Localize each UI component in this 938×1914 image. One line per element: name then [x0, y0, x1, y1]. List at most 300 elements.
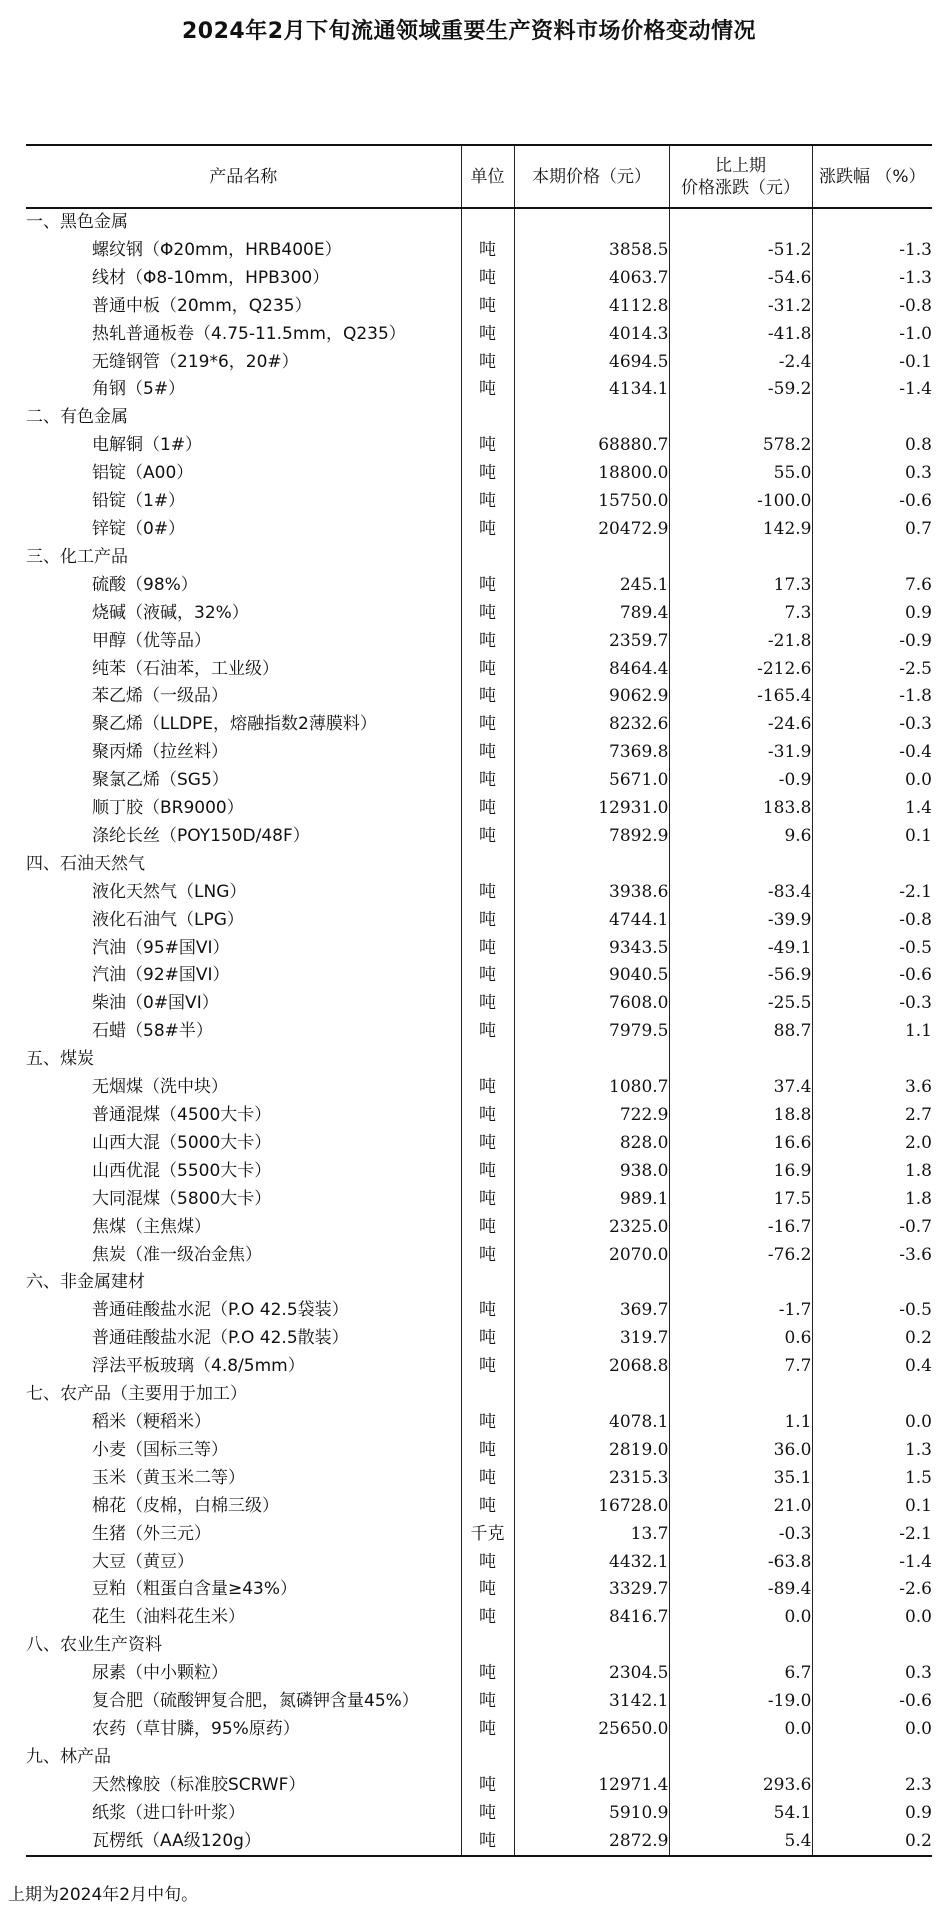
- product-name-cell: 复合肥（硫酸钾复合肥，氮磷钾含量45%）: [92, 1691, 419, 1712]
- pct-cell: -0.3: [812, 711, 932, 739]
- unit-cell: 吨: [461, 879, 514, 907]
- price-cell: 16728.0: [514, 1493, 669, 1521]
- unit-cell: 吨: [461, 795, 514, 823]
- pct-cell: 0.4: [812, 1353, 932, 1381]
- unit-cell: [461, 404, 514, 432]
- change-cell: -51.2: [669, 237, 812, 265]
- price-cell: 2819.0: [514, 1437, 669, 1465]
- unit-cell: 吨: [461, 1660, 514, 1688]
- price-cell: 20472.9: [514, 516, 669, 544]
- product-name-cell: 无烟煤（洗中块）: [92, 1077, 228, 1098]
- category-row: [26, 1632, 932, 1660]
- pct-cell: -0.4: [812, 739, 932, 767]
- price-cell: 722.9: [514, 1102, 669, 1130]
- table-row: [26, 1353, 932, 1381]
- price-cell: 2315.3: [514, 1465, 669, 1493]
- pct-cell: 0.0: [812, 767, 932, 795]
- unit-cell: 吨: [461, 572, 514, 600]
- change-cell: 5.4: [669, 1828, 812, 1857]
- price-cell: 13.7: [514, 1521, 669, 1549]
- price-cell: 2325.0: [514, 1214, 669, 1242]
- change-cell: 7.7: [669, 1353, 812, 1381]
- price-cell: 9062.9: [514, 683, 669, 711]
- table-row: [26, 795, 932, 823]
- change-cell: 37.4: [669, 1074, 812, 1102]
- pct-cell: -2.1: [812, 1521, 932, 1549]
- price-cell: 938.0: [514, 1158, 669, 1186]
- pct-cell: 0.1: [812, 1493, 932, 1521]
- table-row: [26, 1465, 932, 1493]
- unit-cell: 吨: [461, 1018, 514, 1046]
- price-table: [26, 144, 932, 1857]
- price-cell: 8464.4: [514, 656, 669, 684]
- pct-cell: -0.5: [812, 935, 932, 963]
- unit-cell: 吨: [461, 1409, 514, 1437]
- pct-cell: -1.4: [812, 1549, 932, 1577]
- unit-cell: 吨: [461, 1465, 514, 1493]
- pct-cell: -1.8: [812, 683, 932, 711]
- table-row: [26, 1074, 932, 1102]
- table-row: [26, 1242, 932, 1270]
- price-cell: 2304.5: [514, 1660, 669, 1688]
- product-name-cell: 浮法平板玻璃（4.8/5mm）: [92, 1356, 305, 1377]
- product-name-cell: 玉米（黄玉米二等）: [92, 1467, 245, 1488]
- change-cell: [669, 544, 812, 572]
- table-row: [26, 656, 932, 684]
- table-row: [26, 293, 932, 321]
- price-cell: 3142.1: [514, 1688, 669, 1716]
- table-row: [26, 572, 932, 600]
- change-cell: 0.0: [669, 1716, 812, 1744]
- table-row: [26, 1716, 932, 1744]
- change-cell: [669, 1269, 812, 1297]
- product-name-cell: 螺纹钢（Φ20mm，HRB400E）: [92, 239, 342, 260]
- price-cell: 5910.9: [514, 1800, 669, 1828]
- price-cell: 828.0: [514, 1130, 669, 1158]
- price-cell: 319.7: [514, 1325, 669, 1353]
- unit-cell: 吨: [461, 1772, 514, 1800]
- unit-cell: 吨: [461, 1102, 514, 1130]
- change-cell: 9.6: [669, 823, 812, 851]
- product-name-cell: 柴油（0#国VI）: [92, 993, 219, 1014]
- change-cell: 35.1: [669, 1465, 812, 1493]
- pct-cell: 1.1: [812, 1018, 932, 1046]
- table-row: [26, 962, 932, 990]
- product-name-cell: 汽油（92#国VI）: [92, 965, 230, 986]
- table-row: [26, 1800, 932, 1828]
- unit-cell: 吨: [461, 349, 514, 377]
- price-cell: 2068.8: [514, 1353, 669, 1381]
- price-cell: [514, 1381, 669, 1409]
- pct-cell: [812, 1381, 932, 1409]
- table-row: [26, 1437, 932, 1465]
- change-cell: -0.3: [669, 1521, 812, 1549]
- product-name-cell: 烧碱（液碱，32%）: [92, 602, 249, 623]
- unit-cell: 吨: [461, 1186, 514, 1214]
- price-cell: 4694.5: [514, 349, 669, 377]
- price-cell: 3858.5: [514, 237, 669, 265]
- price-cell: [514, 851, 669, 879]
- price-cell: 245.1: [514, 572, 669, 600]
- product-name-cell: 尿素（中小颗粒）: [92, 1663, 228, 1684]
- price-cell: 15750.0: [514, 488, 669, 516]
- pct-cell: 0.0: [812, 1604, 932, 1632]
- table-row: [26, 265, 932, 293]
- pct-cell: 0.3: [812, 1660, 932, 1688]
- change-cell: -59.2: [669, 376, 812, 404]
- change-cell: -1.7: [669, 1297, 812, 1325]
- unit-cell: 吨: [461, 488, 514, 516]
- price-cell: 25650.0: [514, 1716, 669, 1744]
- unit-cell: 吨: [461, 1493, 514, 1521]
- unit-cell: 吨: [461, 1353, 514, 1381]
- unit-cell: 吨: [461, 990, 514, 1018]
- pct-cell: -1.0: [812, 321, 932, 349]
- header-pct: 涨跌幅 （%）: [812, 145, 932, 208]
- product-name-cell: 七、农产品（主要用于加工）: [26, 1384, 247, 1405]
- product-name-cell: 角钢（5#）: [92, 379, 186, 400]
- product-name-cell: 大同混煤（5800大卡）: [92, 1188, 272, 1209]
- pct-cell: 1.3: [812, 1437, 932, 1465]
- price-cell: 9343.5: [514, 935, 669, 963]
- change-cell: [669, 1046, 812, 1074]
- product-name-cell: 花生（油料花生米）: [92, 1607, 245, 1628]
- category-row: [26, 1046, 932, 1074]
- change-cell: 0.6: [669, 1325, 812, 1353]
- table-row: [26, 879, 932, 907]
- pct-cell: -0.5: [812, 1297, 932, 1325]
- table-row: [26, 1660, 932, 1688]
- change-cell: 183.8: [669, 795, 812, 823]
- unit-cell: 吨: [461, 1214, 514, 1242]
- price-cell: [514, 1046, 669, 1074]
- change-cell: 293.6: [669, 1772, 812, 1800]
- change-cell: 21.0: [669, 1493, 812, 1521]
- pct-cell: 2.3: [812, 1772, 932, 1800]
- pct-cell: 2.7: [812, 1102, 932, 1130]
- change-cell: -24.6: [669, 711, 812, 739]
- table-row: [26, 432, 932, 460]
- change-cell: -21.8: [669, 628, 812, 656]
- change-cell: -16.7: [669, 1214, 812, 1242]
- product-name-cell: 涤纶长丝（POY150D/48F）: [92, 825, 310, 846]
- unit-cell: 吨: [461, 265, 514, 293]
- price-cell: 3329.7: [514, 1576, 669, 1604]
- change-cell: 18.8: [669, 1102, 812, 1130]
- change-cell: -31.9: [669, 739, 812, 767]
- change-cell: [669, 208, 812, 237]
- change-cell: 54.1: [669, 1800, 812, 1828]
- price-cell: 2359.7: [514, 628, 669, 656]
- unit-cell: 吨: [461, 293, 514, 321]
- product-name-cell: 农药（草甘膦，95%原药）: [92, 1718, 300, 1739]
- unit-cell: 吨: [461, 767, 514, 795]
- unit-cell: 吨: [461, 711, 514, 739]
- price-cell: 1080.7: [514, 1074, 669, 1102]
- product-name-cell: 九、林产品: [26, 1746, 111, 1767]
- product-name-cell: 普通硅酸盐水泥（P.O 42.5袋装）: [92, 1300, 349, 1321]
- price-cell: 4432.1: [514, 1549, 669, 1577]
- header-unit: 单位: [461, 145, 514, 208]
- pct-cell: 0.1: [812, 823, 932, 851]
- change-cell: 17.5: [669, 1186, 812, 1214]
- price-cell: 12931.0: [514, 795, 669, 823]
- product-name-cell: 锌锭（0#）: [92, 518, 186, 539]
- pct-cell: 0.9: [812, 1800, 932, 1828]
- change-cell: [669, 1632, 812, 1660]
- product-name-cell: 聚乙烯（LLDPE，熔融指数2薄膜料）: [92, 714, 377, 735]
- product-name-cell: 豆粕（粗蛋白含量≥43%）: [92, 1579, 298, 1600]
- product-name-cell: 液化天然气（LNG）: [92, 881, 247, 902]
- category-row: [26, 1381, 932, 1409]
- table-row: [26, 739, 932, 767]
- change-cell: 17.3: [669, 572, 812, 600]
- product-name-cell: 硫酸（98%）: [92, 574, 198, 595]
- change-cell: [669, 1381, 812, 1409]
- pct-cell: 0.7: [812, 516, 932, 544]
- unit-cell: 吨: [461, 237, 514, 265]
- pct-cell: 1.4: [812, 795, 932, 823]
- product-name-cell: 线材（Φ8-10mm，HPB300）: [92, 267, 330, 288]
- pct-cell: [812, 208, 932, 237]
- pct-cell: 0.0: [812, 1409, 932, 1437]
- pct-cell: -3.6: [812, 1242, 932, 1270]
- change-cell: [669, 851, 812, 879]
- table-header-row: [26, 145, 932, 208]
- pct-cell: 1.8: [812, 1186, 932, 1214]
- product-name-cell: 生猪（外三元）: [92, 1523, 211, 1544]
- product-name-cell: 普通混煤（4500大卡）: [92, 1105, 272, 1125]
- unit-cell: 吨: [461, 656, 514, 684]
- change-cell: -56.9: [669, 962, 812, 990]
- pct-cell: [812, 1269, 932, 1297]
- price-cell: 7369.8: [514, 739, 669, 767]
- change-cell: 1.1: [669, 1409, 812, 1437]
- table-row: [26, 1409, 932, 1437]
- product-name-cell: 焦炭（准一级冶金焦）: [92, 1244, 262, 1265]
- product-name-cell: 纯苯（石油苯，工业级）: [92, 658, 279, 679]
- unit-cell: [461, 851, 514, 879]
- product-name-cell: 稻米（粳稻米）: [92, 1411, 211, 1432]
- product-name-cell: 山西大混（5000大卡）: [92, 1132, 272, 1153]
- unit-cell: 吨: [461, 1688, 514, 1716]
- category-row: [26, 208, 932, 237]
- price-cell: [514, 404, 669, 432]
- change-cell: 55.0: [669, 460, 812, 488]
- category-row: [26, 544, 932, 572]
- product-name-cell: 铝锭（A00）: [92, 463, 194, 484]
- table-row: [26, 628, 932, 656]
- change-cell: -31.2: [669, 293, 812, 321]
- change-cell: -165.4: [669, 683, 812, 711]
- unit-cell: 吨: [461, 1604, 514, 1632]
- unit-cell: [461, 1632, 514, 1660]
- category-row: [26, 1269, 932, 1297]
- product-name-cell: 石蜡（58#半）: [92, 1021, 213, 1042]
- unit-cell: 吨: [461, 1437, 514, 1465]
- product-name-cell: 五、煤炭: [26, 1049, 94, 1070]
- change-cell: 6.7: [669, 1660, 812, 1688]
- product-name-cell: 三、化工产品: [26, 546, 128, 567]
- unit-cell: 吨: [461, 1325, 514, 1353]
- unit-cell: 吨: [461, 1828, 514, 1857]
- pct-cell: -2.1: [812, 879, 932, 907]
- change-cell: 578.2: [669, 432, 812, 460]
- pct-cell: [812, 851, 932, 879]
- unit-cell: 吨: [461, 1576, 514, 1604]
- change-cell: -39.9: [669, 907, 812, 935]
- price-cell: 4744.1: [514, 907, 669, 935]
- price-cell: 4112.8: [514, 293, 669, 321]
- pct-cell: 1.8: [812, 1158, 932, 1186]
- product-name-cell: 液化石油气（LPG）: [92, 909, 244, 930]
- price-cell: [514, 1632, 669, 1660]
- pct-cell: 3.6: [812, 1074, 932, 1102]
- change-cell: [669, 1744, 812, 1772]
- unit-cell: 吨: [461, 1130, 514, 1158]
- unit-cell: [461, 544, 514, 572]
- pct-cell: 1.5: [812, 1465, 932, 1493]
- price-cell: 8416.7: [514, 1604, 669, 1632]
- change-cell: -41.8: [669, 321, 812, 349]
- unit-cell: 吨: [461, 1158, 514, 1186]
- table-row: [26, 349, 932, 377]
- table-row: [26, 600, 932, 628]
- table-row: [26, 935, 932, 963]
- unit-cell: 吨: [461, 935, 514, 963]
- product-name-cell: 八、农业生产资料: [26, 1635, 162, 1656]
- price-cell: 18800.0: [514, 460, 669, 488]
- product-name-cell: 热轧普通板卷（4.75-11.5mm，Q235）: [92, 323, 406, 344]
- change-cell: -63.8: [669, 1549, 812, 1577]
- table-row: [26, 1772, 932, 1800]
- change-cell: -212.6: [669, 656, 812, 684]
- pct-cell: [812, 404, 932, 432]
- table-row: [26, 1688, 932, 1716]
- price-cell: 7892.9: [514, 823, 669, 851]
- unit-cell: [461, 1744, 514, 1772]
- price-cell: 369.7: [514, 1297, 669, 1325]
- change-cell: -49.1: [669, 935, 812, 963]
- table-row: [26, 1604, 932, 1632]
- price-cell: 789.4: [514, 600, 669, 628]
- change-cell: -19.0: [669, 1688, 812, 1716]
- category-row: [26, 404, 932, 432]
- table-row: [26, 516, 932, 544]
- pct-cell: [812, 1046, 932, 1074]
- pct-cell: -0.9: [812, 628, 932, 656]
- pct-cell: -0.8: [812, 293, 932, 321]
- change-cell: -0.9: [669, 767, 812, 795]
- pct-cell: -1.3: [812, 237, 932, 265]
- pct-cell: -0.6: [812, 962, 932, 990]
- product-name-cell: 甲醇（优等品）: [92, 630, 211, 651]
- footnote: 上期为2024年2月中旬。: [8, 1885, 199, 1905]
- table-row: [26, 1102, 932, 1130]
- price-cell: 7608.0: [514, 990, 669, 1018]
- product-name-cell: 二、有色金属: [26, 407, 128, 428]
- unit-cell: [461, 1381, 514, 1409]
- price-cell: 7979.5: [514, 1018, 669, 1046]
- table-row: [26, 1130, 932, 1158]
- product-name-cell: 普通硅酸盐水泥（P.O 42.5散装）: [92, 1328, 349, 1349]
- table-row: [26, 1576, 932, 1604]
- table-row: [26, 1325, 932, 1353]
- table-row: [26, 711, 932, 739]
- change-cell: -83.4: [669, 879, 812, 907]
- price-cell: 4134.1: [514, 376, 669, 404]
- unit-cell: 吨: [461, 376, 514, 404]
- price-cell: [514, 1269, 669, 1297]
- change-cell: 7.3: [669, 600, 812, 628]
- price-cell: 4078.1: [514, 1409, 669, 1437]
- unit-cell: 吨: [461, 739, 514, 767]
- price-cell: [514, 544, 669, 572]
- category-row: [26, 851, 932, 879]
- unit-cell: 千克: [461, 1521, 514, 1549]
- product-name-cell: 四、石油天然气: [26, 853, 145, 874]
- header-change-line2: 价格涨跌（元）: [681, 177, 800, 198]
- table-row: [26, 1297, 932, 1325]
- pct-cell: -0.7: [812, 1214, 932, 1242]
- product-name-cell: 无缝钢管（219*6，20#）: [92, 351, 299, 372]
- price-cell: 989.1: [514, 1186, 669, 1214]
- table-row: [26, 1828, 932, 1857]
- category-row: [26, 1744, 932, 1772]
- unit-cell: 吨: [461, 1549, 514, 1577]
- price-cell: 5671.0: [514, 767, 669, 795]
- header-change-line1: 比上期: [715, 155, 766, 176]
- table-row: [26, 1549, 932, 1577]
- unit-cell: [461, 208, 514, 237]
- table-row: [26, 1158, 932, 1186]
- change-cell: 36.0: [669, 1437, 812, 1465]
- unit-cell: 吨: [461, 321, 514, 349]
- price-cell: 4014.3: [514, 321, 669, 349]
- unit-cell: [461, 1269, 514, 1297]
- product-name-cell: 六、非金属建材: [26, 1272, 145, 1293]
- change-cell: [669, 404, 812, 432]
- table-row: [26, 1214, 932, 1242]
- unit-cell: 吨: [461, 432, 514, 460]
- product-name-cell: 铅锭（1#）: [92, 491, 186, 512]
- change-cell: -100.0: [669, 488, 812, 516]
- unit-cell: 吨: [461, 516, 514, 544]
- price-cell: 4063.7: [514, 265, 669, 293]
- unit-cell: 吨: [461, 1800, 514, 1828]
- pct-cell: 0.2: [812, 1828, 932, 1857]
- pct-cell: -0.6: [812, 1688, 932, 1716]
- unit-cell: 吨: [461, 1716, 514, 1744]
- change-cell: 16.9: [669, 1158, 812, 1186]
- product-name-cell: 苯乙烯（一级品）: [92, 686, 228, 707]
- pct-cell: 0.3: [812, 460, 932, 488]
- pct-cell: 0.0: [812, 1716, 932, 1744]
- product-name-cell: 天然橡胶（标准胶SCRWF）: [92, 1774, 306, 1795]
- product-name-cell: 焦煤（主焦煤）: [92, 1216, 211, 1237]
- unit-cell: 吨: [461, 823, 514, 851]
- unit-cell: 吨: [461, 1242, 514, 1270]
- unit-cell: [461, 1046, 514, 1074]
- change-cell: -54.6: [669, 265, 812, 293]
- change-cell: 88.7: [669, 1018, 812, 1046]
- table-row: [26, 1186, 932, 1214]
- table-row: [26, 823, 932, 851]
- table-row: [26, 488, 932, 516]
- page-title: 2024年2月下旬流通领域重要生产资料市场价格变动情况: [181, 19, 757, 44]
- table-row: [26, 321, 932, 349]
- table-row: [26, 237, 932, 265]
